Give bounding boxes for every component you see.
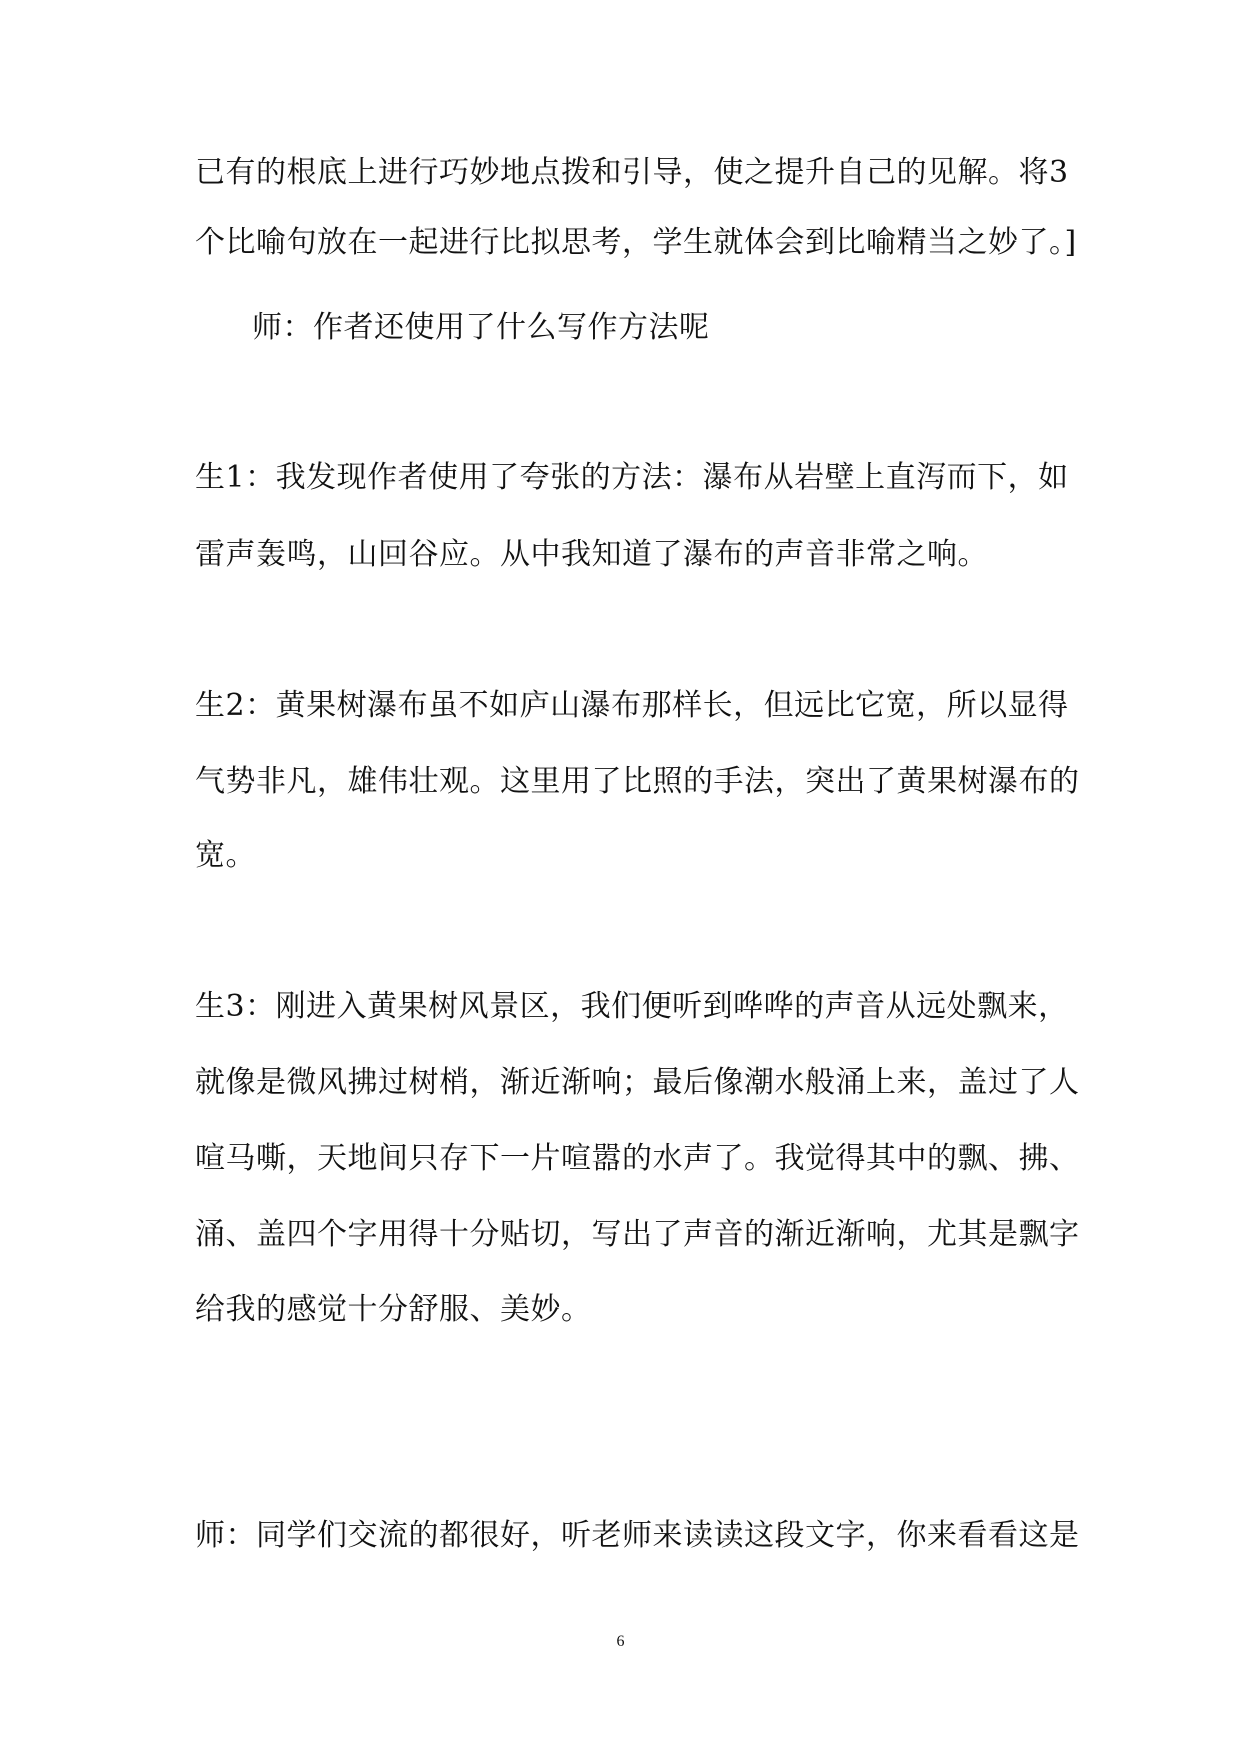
text-line-10: 就像是微风拂过树梢，渐近渐响；最后像潮水般涌上来，盖过了人 (195, 1065, 1080, 1100)
text-line-1: 已有的根底上进行巧妙地点拨和引导，使之提升自己的见解。将3 (195, 155, 1069, 190)
text-line-13: 给我的感觉十分舒服、美妙。 (195, 1292, 592, 1327)
text-line-14: 师：同学们交流的都很好，听老师来读读这段文字，你来看看这是 (195, 1518, 1080, 1553)
text-line-8: 宽。 (195, 838, 256, 873)
text-line-5: 雷声轰鸣，山回谷应。从中我知道了瀑布的声音非常之响。 (195, 537, 988, 572)
text-line-12: 涌、盖四个字用得十分贴切，写出了声音的渐近渐响，尤其是飘字 (195, 1217, 1080, 1252)
text-line-9: 生3：刚进入黄果树风景区，我们便听到哗哗的声音从远处飘来， (195, 989, 1069, 1024)
text-line-11: 喧马嘶，天地间只存下一片喧嚣的水声了。我觉得其中的飘、拂、 (195, 1141, 1080, 1176)
text-line-2: 个比喻句放在一起进行比拟思考，学生就体会到比喻精当之妙了。] (195, 225, 1077, 260)
text-line-7: 气势非凡，雄伟壮观。这里用了比照的手法，突出了黄果树瀑布的 (195, 764, 1080, 799)
text-line-6: 生2：黄果树瀑布虽不如庐山瀑布那样长，但远比它宽，所以显得 (195, 688, 1069, 723)
text-line-3: 师：作者还使用了什么写作方法呢 (252, 310, 710, 345)
page-number: 6 (616, 1633, 625, 1650)
text-line-4: 生1：我发现作者使用了夸张的方法：瀑布从岩壁上直泻而下，如 (195, 460, 1069, 495)
